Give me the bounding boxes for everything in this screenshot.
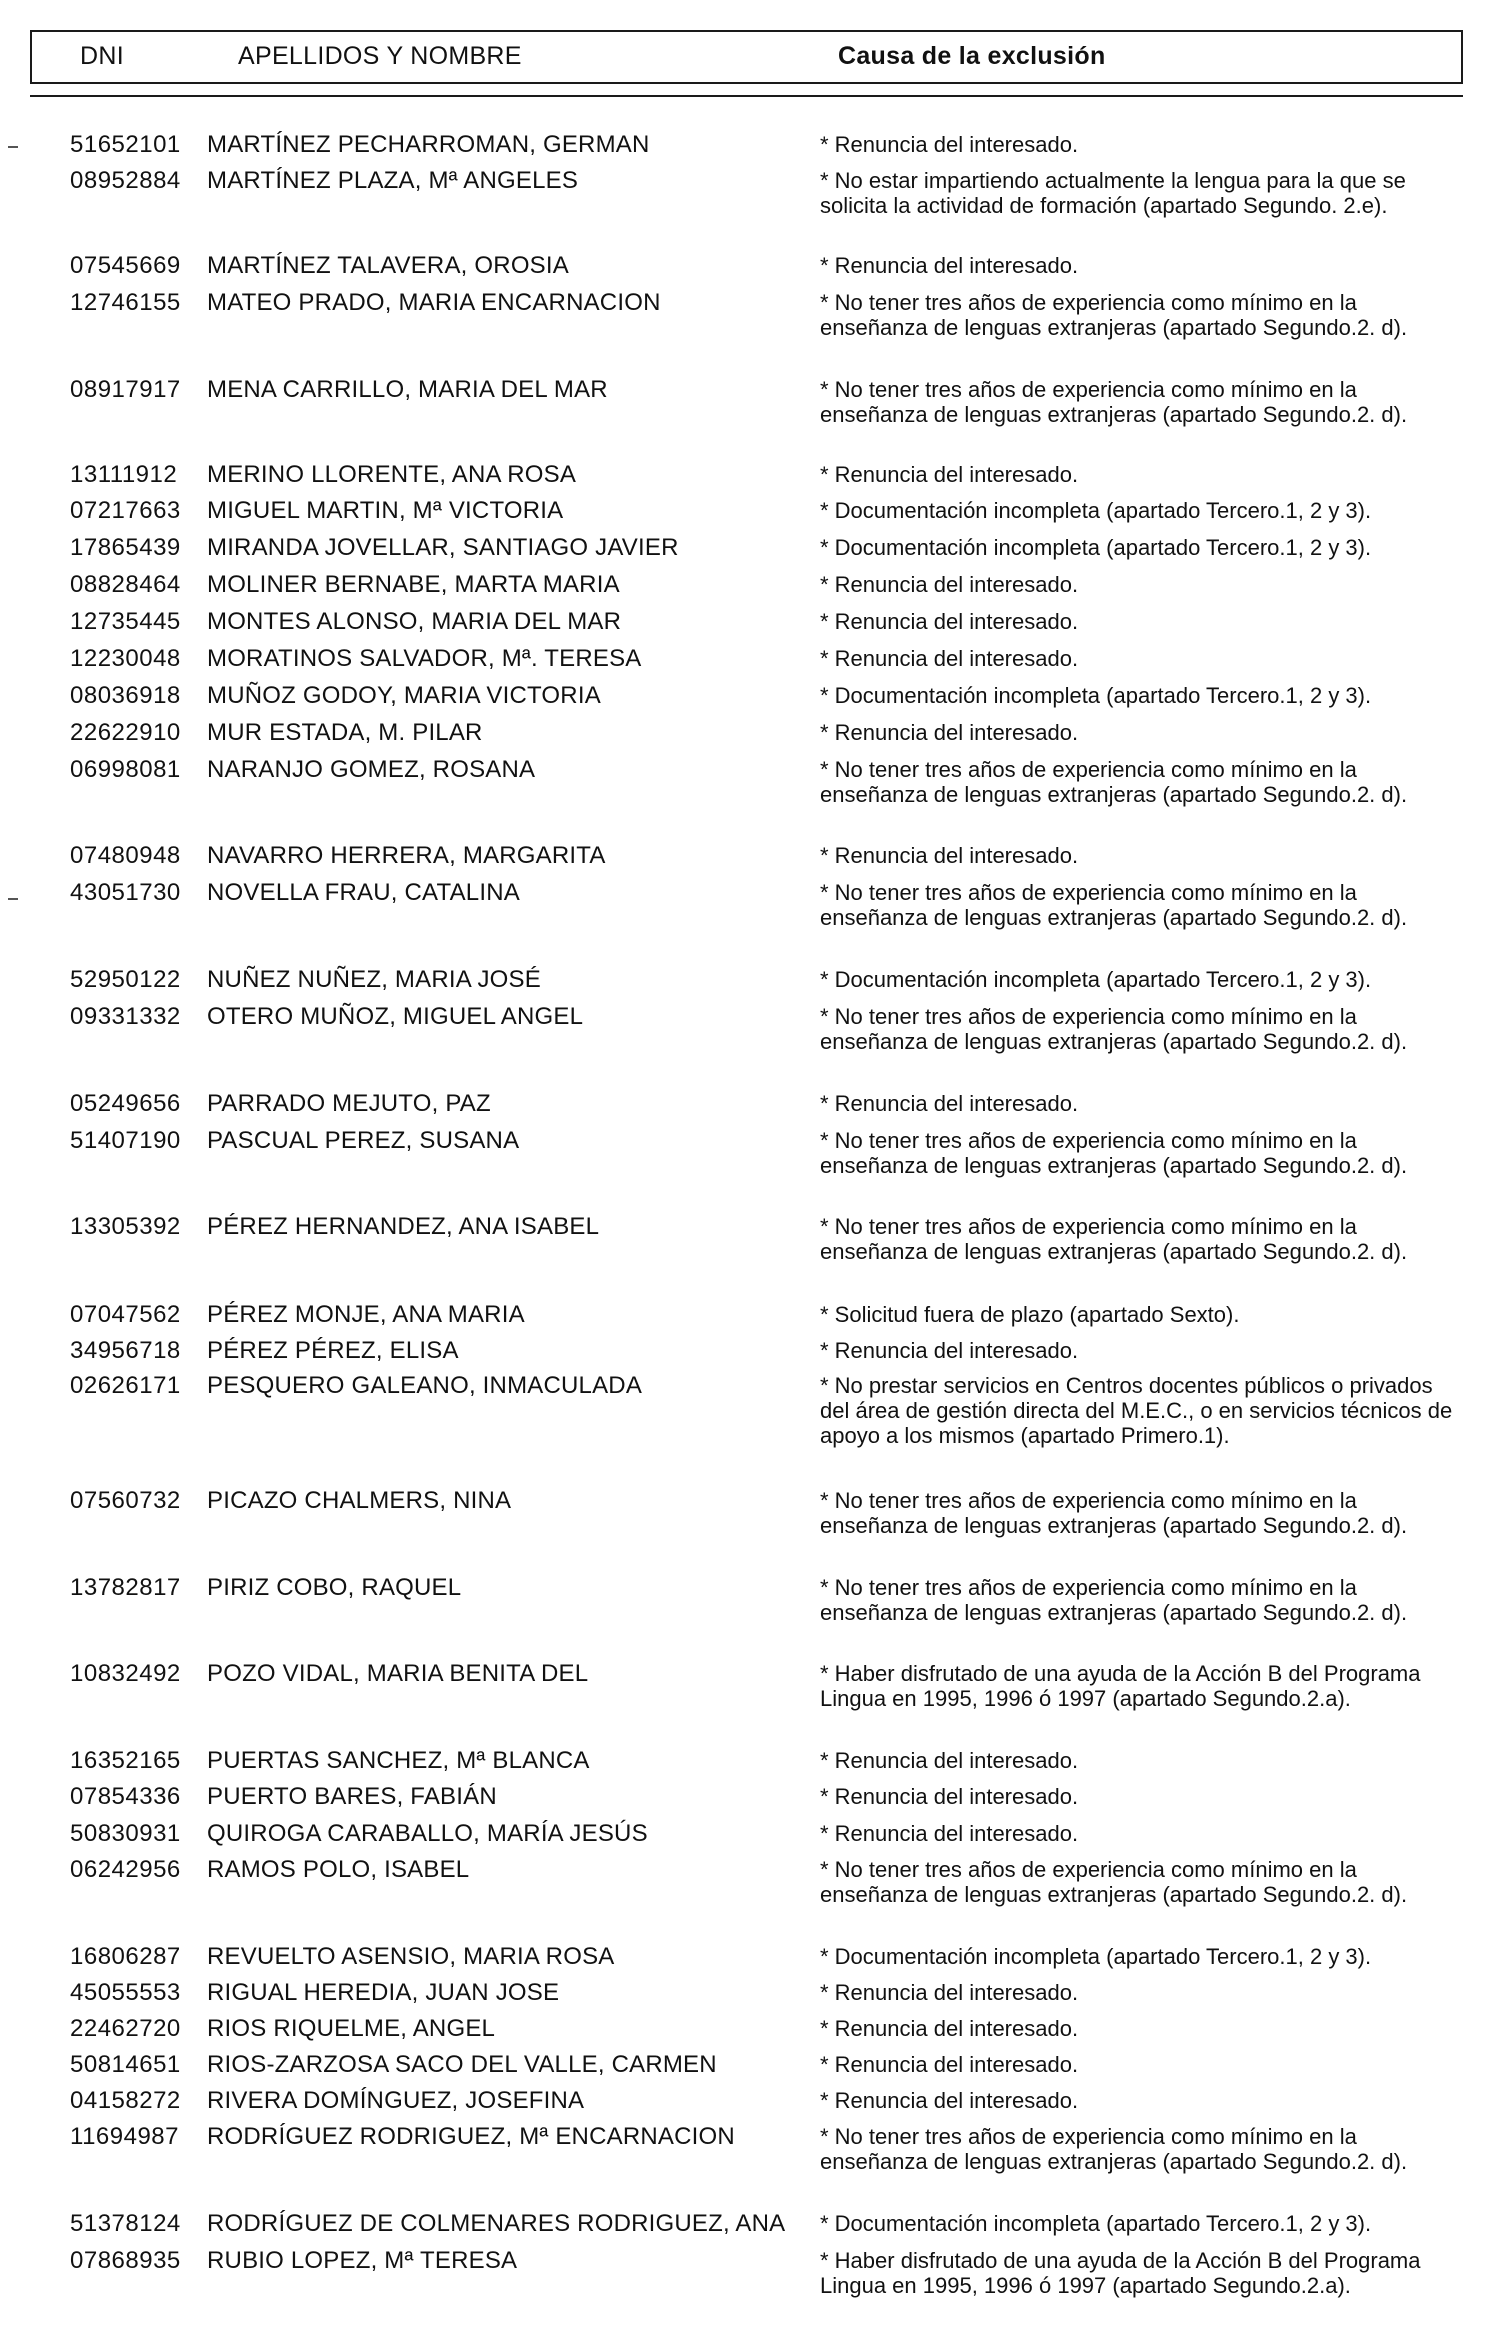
row-dni: 12746155 [70,289,181,316]
row-dni: 07047562 [70,1301,181,1328]
row-name: RUBIO LOPEZ, Mª TERESA [207,2247,518,2274]
row-name: RODRÍGUEZ RODRIGUEZ, Mª ENCARNACION [207,2123,735,2150]
row-name: PÉREZ HERNANDEZ, ANA ISABEL [207,1213,600,1240]
row-name: MUR ESTADA, M. PILAR [207,719,483,746]
row-name: MATEO PRADO, MARIA ENCARNACION [207,289,661,316]
row-cause: * No tener tres años de experiencia como mínimo en la enseñanza de lenguas extranjeras (apartado Segundo.2. d). [820,1857,1408,1907]
row-cause: * Renuncia del interesado. [820,1784,1079,1809]
row-name: NOVELLA FRAU, CATALINA [207,879,520,906]
row-cause: * No tener tres años de experiencia como mínimo en la enseñanza de lenguas extranjeras (apartado Segundo.2. d). [820,1488,1408,1538]
row-name: MIRANDA JOVELLAR, SANTIAGO JAVIER [207,534,679,561]
row-dni: 08917917 [70,376,181,403]
row-dni: 52950122 [70,966,181,993]
row-cause: * Renuncia del interesado. [820,2052,1079,2077]
row-dni: 16806287 [70,1943,181,1970]
row-name: RIOS-ZARZOSA SACO DEL VALLE, CARMEN [207,2051,717,2078]
row-dni: 09331332 [70,1003,181,1030]
row-cause: * Documentación incompleta (apartado Tercero.1, 2 y 3). [820,683,1372,708]
row-dni: 02626171 [70,1372,181,1399]
row-cause: * Renuncia del interesado. [820,572,1079,597]
row-dni: 16352165 [70,1747,181,1774]
row-dni: 07480948 [70,842,181,869]
row-dni: 08952884 [70,167,181,194]
row-cause: * No tener tres años de experiencia como mínimo en la enseñanza de lenguas extranjeras (apartado Segundo.2. d). [820,377,1408,427]
row-cause: * Documentación incompleta (apartado Tercero.1, 2 y 3). [820,2211,1372,2236]
row-name: PICAZO CHALMERS, NINA [207,1487,512,1514]
row-cause: * No tener tres años de experiencia como mínimo en la enseñanza de lenguas extranjeras (apartado Segundo.2. d). [820,880,1408,930]
row-name: RODRÍGUEZ DE COLMENARES RODRIGUEZ, ANA [207,2210,786,2237]
row-cause: * Renuncia del interesado. [820,1091,1079,1116]
row-name: RIGUAL HEREDIA, JUAN JOSE [207,1979,560,2006]
row-name: MOLINER BERNABE, MARTA MARIA [207,571,620,598]
row-dni: 43051730 [70,879,181,906]
row-cause: * Renuncia del interesado. [820,132,1079,157]
row-cause: * No tener tres años de experiencia como mínimo en la enseñanza de lenguas extranjeras (apartado Segundo.2. d). [820,290,1408,340]
row-dni: 13111912 [70,461,178,488]
row-cause: * Documentación incompleta (apartado Tercero.1, 2 y 3). [820,1944,1372,1969]
row-name: MARTÍNEZ PECHARROMAN, GERMAN [207,131,650,158]
row-cause: * Renuncia del interesado. [820,1338,1079,1363]
row-name: MUÑOZ GODOY, MARIA VICTORIA [207,682,601,709]
row-dni: 12230048 [70,645,181,672]
row-name: PUERTO BARES, FABIÁN [207,1783,497,1810]
row-name: PIRIZ COBO, RAQUEL [207,1574,462,1601]
row-cause: * No tener tres años de experiencia como mínimo en la enseñanza de lenguas extranjeras (apartado Segundo.2. d). [820,1214,1408,1264]
row-name: NUÑEZ NUÑEZ, MARIA JOSÉ [207,966,541,993]
row-name: MENA CARRILLO, MARIA DEL MAR [207,376,608,403]
row-name: MARTÍNEZ TALAVERA, OROSIA [207,252,569,279]
row-dni: 06998081 [70,756,181,783]
row-dni: 17865439 [70,534,181,561]
row-name: RAMOS POLO, ISABEL [207,1856,470,1883]
row-cause: * Haber disfrutado de una ayuda de la Acción B del Programa Lingua en 1995, 1996 ó 1997 (apartado Segundo.2.a). [820,2248,1421,2298]
row-cause: * Renuncia del interesado. [820,646,1079,671]
row-name: MERINO LLORENTE, ANA ROSA [207,461,577,488]
row-dni: 51378124 [70,2210,181,2237]
row-dni: 08828464 [70,571,181,598]
row-name: MIGUEL MARTIN, Mª VICTORIA [207,497,564,524]
row-dni: 22462720 [70,2015,181,2042]
row-dni: 51407190 [70,1127,181,1154]
row-cause: * Renuncia del interesado. [820,253,1079,278]
row-name: PUERTAS SANCHEZ, Mª BLANCA [207,1747,590,1774]
row-name: PESQUERO GALEANO, INMACULADA [207,1372,643,1399]
row-cause: * No tener tres años de experiencia como mínimo en la enseñanza de lenguas extranjeras (apartado Segundo.2. d). [820,2124,1408,2174]
row-name: PÉREZ MONJE, ANA MARIA [207,1301,525,1328]
row-name: MORATINOS SALVADOR, Mª. TERESA [207,645,642,672]
row-dni: 10832492 [70,1660,181,1687]
row-name: NAVARRO HERRERA, MARGARITA [207,842,606,869]
row-cause: * Documentación incompleta (apartado Tercero.1, 2 y 3). [820,967,1372,992]
row-dni: 50814651 [70,2051,181,2078]
row-cause: * Renuncia del interesado. [820,2016,1079,2041]
row-name: PARRADO MEJUTO, PAZ [207,1090,491,1117]
row-cause: * No tener tres años de experiencia como mínimo en la enseñanza de lenguas extranjeras (apartado Segundo.2. d). [820,1004,1408,1054]
row-name: QUIROGA CARABALLO, MARÍA JESÚS [207,1820,648,1847]
row-cause: * No tener tres años de experiencia como mínimo en la enseñanza de lenguas extranjeras (apartado Segundo.2. d). [820,1575,1408,1625]
row-dni: 22622910 [70,719,181,746]
row-dni: 07868935 [70,2247,181,2274]
header-cause: Causa de la exclusión [838,42,1106,70]
table-header [30,30,1463,84]
row-name: NARANJO GOMEZ, ROSANA [207,756,536,783]
row-cause: * Renuncia del interesado. [820,2088,1079,2113]
row-dni: 07217663 [70,497,181,524]
row-cause: * No prestar servicios en Centros docentes públicos o privados del área de gestión directa del M.E.C., o en servicios técnicos de apoyo a los mismos (apartado Primero.1). [820,1373,1453,1448]
row-cause: * No tener tres años de experiencia como mínimo en la enseñanza de lenguas extranjeras (apartado Segundo.2. d). [820,1128,1408,1178]
row-dni: 12735445 [70,608,181,635]
row-dni: 13782817 [70,1574,181,1601]
row-dni: 07560732 [70,1487,181,1514]
row-cause: * Haber disfrutado de una ayuda de la Acción B del Programa Lingua en 1995, 1996 ó 1997 (apartado Segundo.2.a). [820,1661,1421,1711]
row-dni: 07545669 [70,252,181,279]
row-cause: * Documentación incompleta (apartado Tercero.1, 2 y 3). [820,498,1372,523]
row-cause: * No tener tres años de experiencia como mínimo en la enseñanza de lenguas extranjeras (apartado Segundo.2. d). [820,757,1408,807]
row-name: MONTES ALONSO, MARIA DEL MAR [207,608,622,635]
row-cause: * Renuncia del interesado. [820,609,1079,634]
row-cause: * Solicitud fuera de plazo (apartado Sexto). [820,1302,1240,1327]
row-cause: * Renuncia del interesado. [820,462,1079,487]
row-cause: * Documentación incompleta (apartado Tercero.1, 2 y 3). [820,535,1372,560]
row-name: PASCUAL PEREZ, SUSANA [207,1127,520,1154]
row-cause: * Renuncia del interesado. [820,720,1079,745]
header-name: APELLIDOS Y NOMBRE [238,42,522,70]
row-dni: 34956718 [70,1337,181,1364]
margin-mark [8,146,18,148]
row-dni: 45055553 [70,1979,181,2006]
row-cause: * Renuncia del interesado. [820,1748,1079,1773]
row-name: RIVERA DOMÍNGUEZ, JOSEFINA [207,2087,585,2114]
row-name: POZO VIDAL, MARIA BENITA DEL [207,1660,589,1687]
row-cause: * No estar impartiendo actualmente la lengua para la que se solicita la actividad de formación (apartado Segundo. 2.e). [820,168,1406,218]
row-name: REVUELTO ASENSIO, MARIA ROSA [207,1943,615,1970]
row-dni: 13305392 [70,1213,181,1240]
row-dni: 04158272 [70,2087,181,2114]
row-name: RIOS RIQUELME, ANGEL [207,2015,496,2042]
row-dni: 07854336 [70,1783,181,1810]
row-dni: 11694987 [70,2123,179,2150]
row-dni: 50830931 [70,1820,181,1847]
row-dni: 51652101 [70,131,181,158]
row-dni: 06242956 [70,1856,181,1883]
row-name: PÉREZ PÉREZ, ELISA [207,1337,459,1364]
header-divider [30,95,1463,97]
row-name: MARTÍNEZ PLAZA, Mª ANGELES [207,167,579,194]
row-cause: * Renuncia del interesado. [820,1980,1079,2005]
row-cause: * Renuncia del interesado. [820,1821,1079,1846]
row-dni: 08036918 [70,682,181,709]
row-name: OTERO MUÑOZ, MIGUEL ANGEL [207,1003,584,1030]
margin-mark [8,898,18,900]
row-dni: 05249656 [70,1090,181,1117]
header-dni: DNI [80,42,124,70]
row-cause: * Renuncia del interesado. [820,843,1079,868]
